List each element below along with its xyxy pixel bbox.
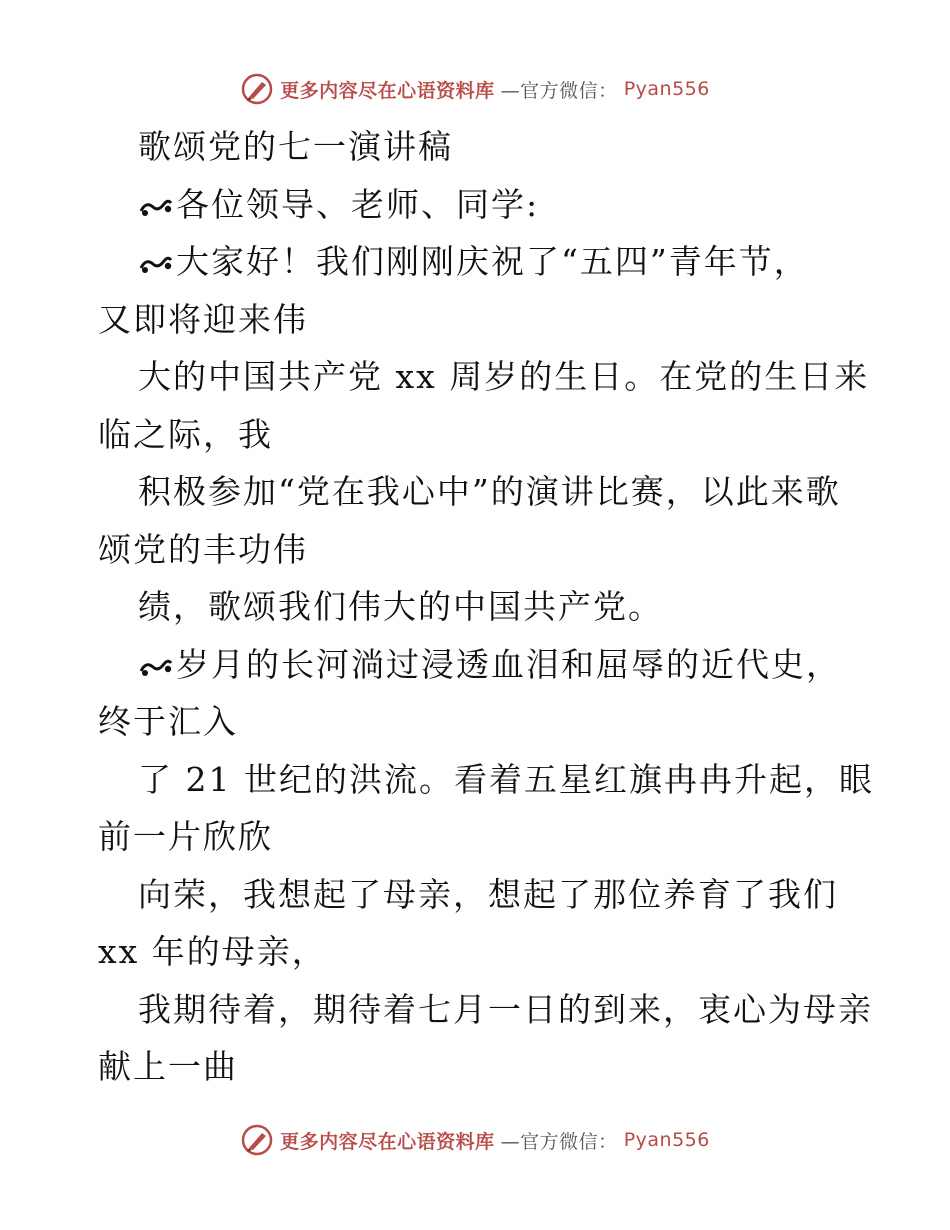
- paragraph-line: [98, 636, 868, 694]
- header-banner-wechat: Pyan556: [623, 78, 710, 100]
- paragraph-line: 前一片欣欣: [98, 817, 273, 856]
- footer-banner-separator: —官方微信：: [500, 1130, 618, 1153]
- logo-icon: [240, 1123, 274, 1157]
- paragraph-line: 献上一曲: [98, 1047, 238, 1086]
- header-banner-separator: —官方微信：: [500, 79, 618, 102]
- paragraph-line: 积极参加“党在我心中”的演讲比赛，以此来歌: [138, 472, 841, 511]
- paragraph-line: 大的中国共产党 xx 周岁的生日。在党的生日来: [138, 357, 870, 396]
- paragraph-line: 绩，歌颂我们伟大的中国共产党。: [138, 587, 663, 626]
- paragraph-marker-icon: [138, 195, 174, 219]
- paragraph-text: 大家好！我们刚刚庆祝了“五四”青年节，: [176, 242, 809, 281]
- document-title: 歌颂党的七一演讲稿: [138, 127, 453, 166]
- paragraph-line: 颂党的丰功伟: [98, 529, 308, 569]
- paragraph-line: xx 年的母亲，: [98, 932, 327, 971]
- document-body: [98, 118, 874, 1096]
- paragraph-line: 向荣，我想起了母亲，想起了那位养育了我们: [138, 874, 838, 914]
- paragraph-line: 临之际，我: [98, 414, 273, 454]
- logo-icon: [240, 72, 274, 106]
- paragraph-text: 岁月的长河淌过浸透血泪和屈辱的近代史，: [176, 644, 841, 684]
- paragraph-line: 又即将迎来伟: [98, 299, 308, 339]
- footer-banner-title: 更多内容尽在心语资料库: [280, 1130, 495, 1153]
- paragraph-marker-icon: [138, 252, 174, 276]
- paragraph-line: [98, 233, 868, 291]
- paragraph-text: 各位领导、老师、同学:: [176, 184, 540, 224]
- header-banner: [0, 72, 950, 106]
- paragraph-line: 了 21 世纪的洪流。看着五星红旗冉冉升起，眼: [138, 759, 874, 799]
- paragraph-line: [98, 176, 868, 234]
- paragraph-line: 我期待着，期待着七月一日的到来，衷心为母亲: [138, 989, 873, 1029]
- paragraph-line: 终于汇入: [98, 702, 238, 741]
- paragraph-marker-icon: [138, 655, 174, 679]
- footer-banner: [0, 1123, 950, 1157]
- header-banner-title: 更多内容尽在心语资料库: [280, 79, 495, 102]
- footer-banner-wechat: Pyan556: [623, 1129, 710, 1151]
